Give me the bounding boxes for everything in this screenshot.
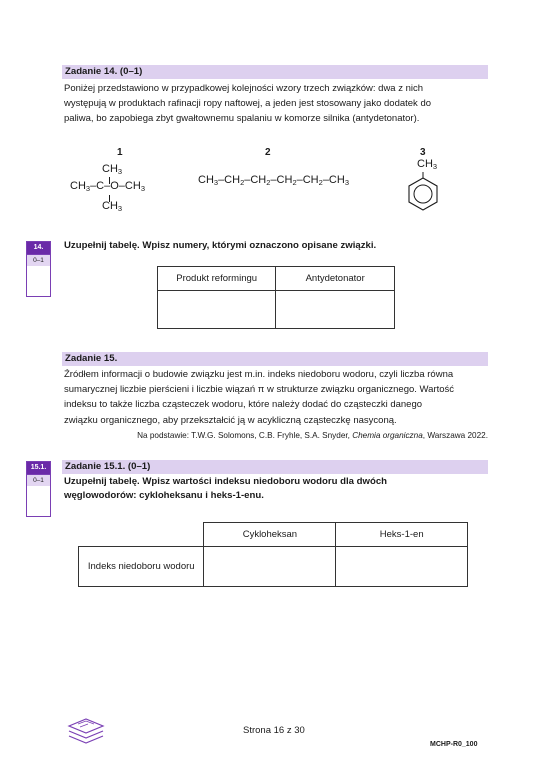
points-badge: 0–1 bbox=[27, 474, 50, 486]
source-authors: Na podstawie: T.W.G. Solomons, C.B. Fryhle, S.A. Snyder, bbox=[137, 431, 353, 440]
points-badge: 0–1 bbox=[27, 254, 50, 266]
task-15-text bbox=[64, 367, 488, 428]
document-code: MCHP-R0_100 bbox=[430, 741, 478, 748]
header-reforming-product: Produkt reformingu bbox=[158, 267, 276, 291]
source-title: Chemia organiczna bbox=[352, 431, 423, 440]
header-cyclohexane: Cykloheksan bbox=[204, 523, 336, 547]
formula-number-2: 2 bbox=[265, 147, 271, 158]
row-label: Indeks niedoboru wodoru bbox=[79, 547, 204, 587]
task-14-intro bbox=[64, 81, 488, 127]
formula-number-1: 1 bbox=[117, 147, 123, 158]
task-14-answer-table bbox=[157, 266, 395, 329]
task-15-1-instruction bbox=[64, 475, 387, 503]
text-line: indeksu to także liczba cząsteczek wodoru, które należy dodać do cząsteczki danego bbox=[64, 399, 423, 411]
task-15-1-score-box bbox=[26, 461, 51, 517]
task-14-score-box bbox=[26, 241, 51, 297]
source-citation bbox=[137, 431, 488, 440]
task-15-1-header: Zadanie 15.1. (0–1) bbox=[62, 460, 488, 474]
header-hexene: Heks-1-en bbox=[336, 523, 468, 547]
task-14-instruction: Uzupełnij tabelę. Wpisz numery, którymi oznaczono opisane związki. bbox=[64, 240, 377, 251]
intro-line: paliwa, bo zapobiega zbyt gwałtownemu spalaniu w komorze silnika (antydetonator). bbox=[64, 113, 420, 125]
text-line: Źródłem informacji o budowie związku jest m.in. indeks niedoboru wodoru, czyli liczba równa bbox=[64, 369, 454, 380]
answer-cell-reforming[interactable] bbox=[158, 291, 276, 329]
instruction-line: Uzupełnij tabelę. Wpisz wartości indeksu niedoboru wodoru dla dwóch bbox=[64, 476, 388, 487]
header-antiknock: Antydetonator bbox=[276, 267, 395, 291]
task-14-header: Zadanie 14. (0–1) bbox=[62, 65, 488, 79]
intro-line: występują w produktach rafinacji ropy naftowej, a jeden jest stosowany jako dodatek do bbox=[64, 98, 432, 110]
task-15-header: Zadanie 15. bbox=[62, 352, 488, 366]
text-line: sumarycznej liczbie pierścieni i liczbie wiązań π w strukturze związku organicznego. Wartość bbox=[64, 384, 455, 396]
empty-corner-cell bbox=[79, 523, 204, 547]
text-line: związku organicznego, aby przekształcić ją w acykliczną cząsteczkę nasyconą. bbox=[64, 414, 397, 426]
page-number: Strona 16 z 30 bbox=[243, 725, 305, 736]
answer-cell-antiknock[interactable] bbox=[276, 291, 395, 329]
task-number-badge: 14. bbox=[27, 242, 50, 254]
task-15-1-answer-table bbox=[78, 522, 468, 587]
task-number-badge: 15.1. bbox=[27, 462, 50, 474]
instruction-line: węglowodorów: cykloheksanu i heks-1-enu. bbox=[64, 490, 264, 501]
formula-2-structure: $CH_3-CH_2-CH_2-CH_2-CH_2-CH_3$ bbox=[198, 174, 349, 187]
answer-cell-hexene[interactable] bbox=[336, 547, 468, 587]
cke-logo-icon bbox=[66, 716, 106, 746]
formula-number-3: 3 bbox=[420, 147, 426, 158]
intro-line: Poniżej przedstawiono w przypadkowej kolejności wzory trzech związków: dwa z nich bbox=[64, 83, 424, 94]
answer-cell-cyclohexane[interactable] bbox=[204, 547, 336, 587]
source-place-year: , Warszawa 2022. bbox=[422, 431, 488, 440]
